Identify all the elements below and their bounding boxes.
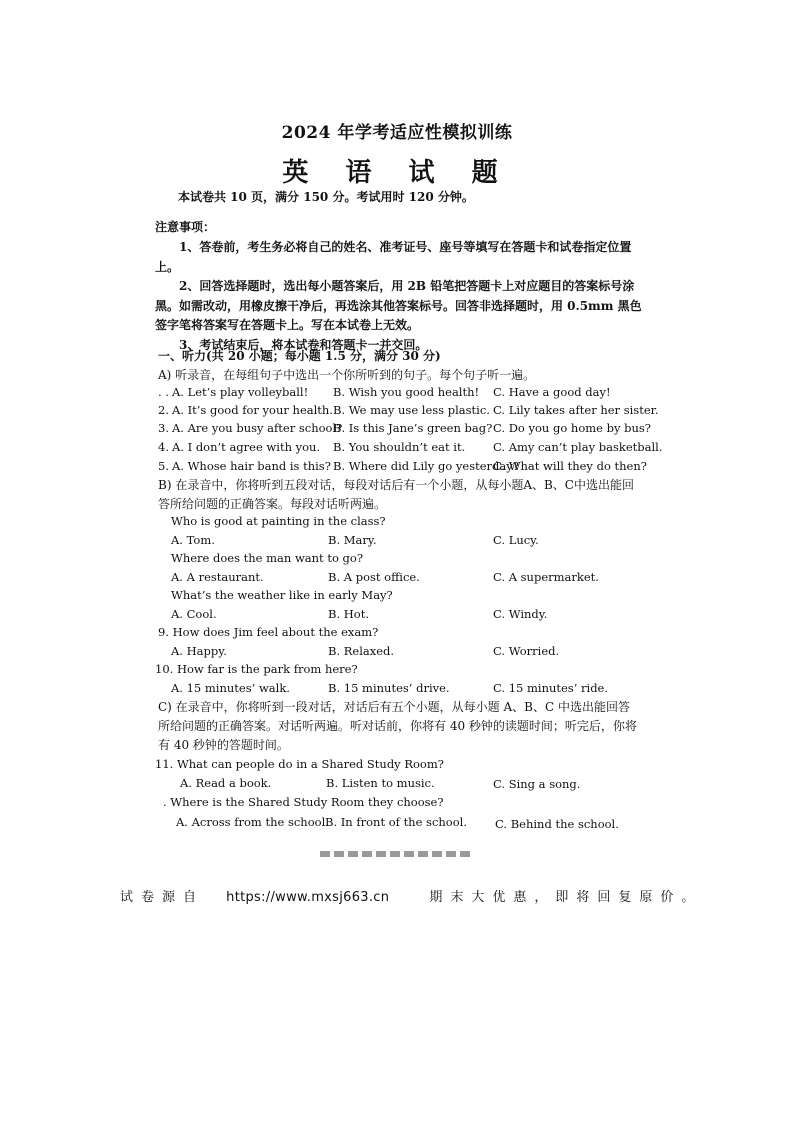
option-b: B. Relaxed. [328,644,395,658]
question-text: What’s the weather like in early May? [171,588,393,602]
exam-intro: 本试卷共 10 页，满分 150 分。考试用时 120 分钟。 [178,190,474,204]
question-number: 3. [158,421,169,435]
option-b: B. You shouldn’t eat it. [333,440,466,454]
option-a: A. Cool. [171,607,217,621]
option-c: C. Windy. [493,607,548,621]
question-text: 9. How does Jim feel about the exam? [158,625,379,639]
option-a: A. Across from the school. [176,815,329,829]
option-c: C. Sing a song. [493,777,581,791]
option-b: B. Mary. [328,533,377,547]
question-number: 5. [158,459,169,473]
option-c: C. Worried. [493,644,560,658]
option-c: C. What will they do then? [493,459,647,473]
option-a: A. Let’s play volleyball! [172,385,309,399]
notice-item: 1、答卷前，考生务必将自己的姓名、准考证号、座号等填写在答题卡和试卷指定位置上。 [155,240,632,274]
notice-list [155,238,643,355]
section-heading: 一、听力(共 20 小题；每小题 1.5 分，满分 30 分) [158,349,441,363]
notice-item: 2、回答选择题时，选出每小题答案后，用 2B 铅笔把答题卡上对应题目的答案标号涂黑。如需改动，用橡皮擦干净后，再选涂其他答案标号。回答非选择题时，用 0.5mm 黑色签字笔将答案写在答题卡上。写在本试卷上无效。 [155,279,642,332]
question-text: Where does the man want to go? [171,551,363,565]
question-number: . . [158,385,169,399]
option-b: B. Is this Jane’s green bag? [333,421,493,435]
option-b: B. Where did Lily go yesterday? [333,459,519,473]
footer-promo: 期末大优惠，即将回复原价。 [429,890,703,905]
question-text: 10. How far is the park from here? [155,662,358,676]
subject-title: 英 语 试 题 [282,158,512,188]
option-a: A. Read a book. [180,776,272,790]
option-a: A. Tom. [171,533,215,547]
exam-title: 2024 年学考适应性模拟训练 [281,123,513,143]
part-a-instruction: A) 听录音，在每组句子中选出一个你所听到的句子。每个句子听一遍。 [158,368,536,382]
notice-heading: 注意事项： [155,220,216,234]
question-text: . Where is the Shared Study Room they choose? [163,795,444,809]
option-c: C. 15 minutes’ ride. [493,681,609,695]
question-text: 11. What can people do in a Shared Study Room? [155,757,444,771]
option-c: C. Do you go home by bus? [493,421,651,435]
option-a: A. It’s good for your health. [172,403,333,417]
option-b: B. Hot. [328,607,369,621]
option-a: A. Are you busy after school? [172,421,343,435]
notice-item: 3、考试结束后，将本试卷和答题卡一并交回。 [179,337,428,352]
option-a: A. Whose hair band is this? [172,459,331,473]
option-b: B. A post office. [328,570,420,584]
question-number: 2. [158,403,169,417]
option-b: B. Wish you good health! [333,385,480,399]
option-c: C. Behind the school. [495,817,619,831]
option-a: A. Happy. [171,644,227,658]
page-number-smudge [320,851,470,857]
option-b: B. We may use less plastic. [333,403,490,417]
option-c: C. Have a good day! [493,385,611,399]
option-c: C. Lily takes after her sister. [493,403,659,417]
option-c: C. Lucy. [493,533,539,547]
footer-link[interactable]: https://www.mxsj663.cn [226,890,390,905]
part-c-instruction: C) 在录音中，你将听到一段对话，对话后有五个小题，从每小题 A、B、C 中选出能回答所给问题的正确答案。对话听两遍。听对话前，你将有 40 秒钟的读题时间；听完后，你将有 40 秒钟的答题时间。 [158,700,637,752]
question-text: Who is good at painting in the class? [171,514,386,528]
option-a: A. I don’t agree with you. [172,440,321,454]
option-b: B. In front of the school. [325,815,467,829]
option-b: B. Listen to music. [326,776,435,790]
footer-source: 试卷源自 [120,890,205,905]
option-a: A. A restaurant. [171,570,264,584]
part-b-instruction: B) 在录音中，你将听到五段对话，每段对话后有一个小题，从每小题A、B、C中选出能回答所给问题的正确答案。每段对话听两遍。 [158,478,634,511]
option-c: C. Amy can’t play basketball. [493,440,663,454]
source-footer [120,886,703,905]
option-c: C. A supermarket. [493,570,599,584]
option-b: B. 15 minutes’ drive. [328,681,450,695]
question-number: 4. [158,440,169,454]
option-a: A. 15 minutes’ walk. [171,681,290,695]
